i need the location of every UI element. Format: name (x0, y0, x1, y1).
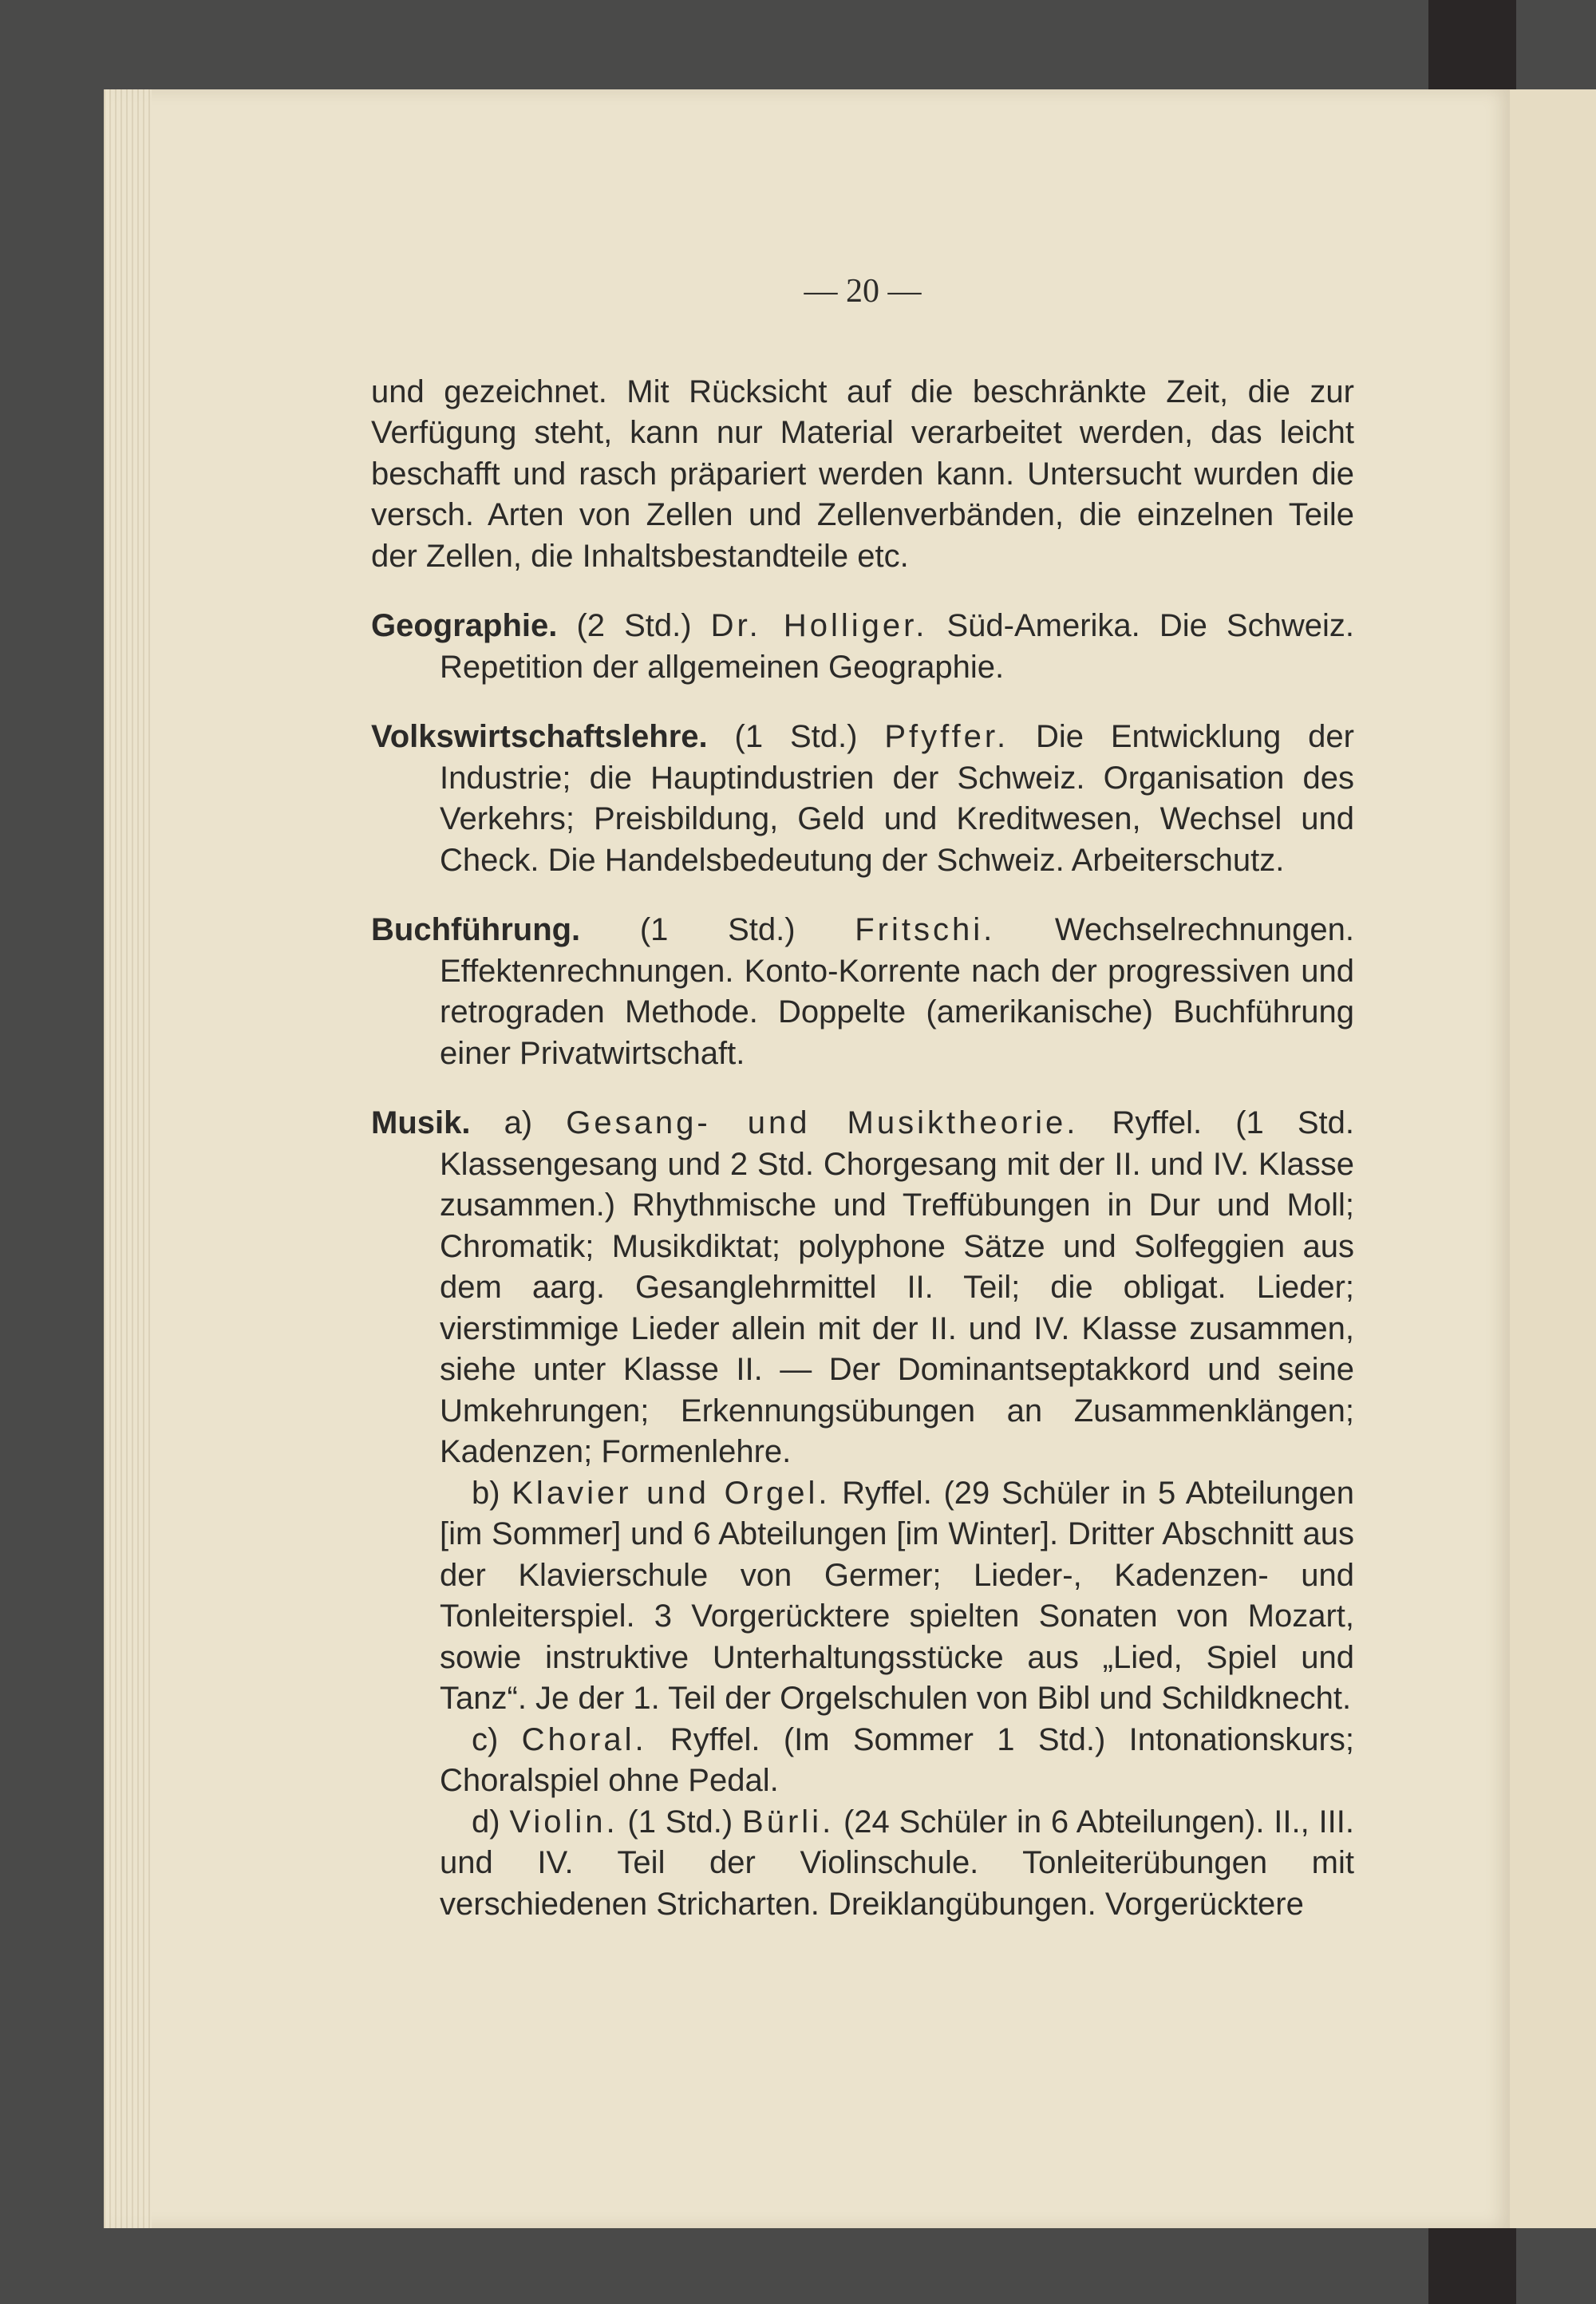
subsection-label: a) (504, 1105, 533, 1140)
subsection-body: (1 Std. Klassengesang und 2 Std. Chorgesang mit der II. und IV. Klasse zusammen.) Rhythmische und Treffübungen in Dur und Moll; Chromatik; Musikdiktat; polyphone Sätze und Solfeggien aus dem aarg. Gesanglehrmittel II. Teil; die obligat. Lieder; vierstimmige Lieder allein mit der II. und IV. Klasse zusammen, siehe unter Klasse II. — Der Dominantseptakkord und seine Umkehrungen; Erkennungsübungen an Zusammenklängen; Kadenzen; Formenlehre. (440, 1105, 1354, 1469)
section-body: Die Entwicklung der Industrie; die Hauptindustrien der Schweiz. Organisation des Verkehrs; Preisbildung, Geld und Kreditwesen, Wechsel und Check. Die Handelsbedeutung der Schweiz. Arbeiterschutz. (440, 719, 1354, 878)
subsection-body: (29 Schüler in 5 Abteilungen [im Sommer] und 6 Abteilungen [im Winter]. Dritter Abschnitt aus der Klavierschule von Germer; Lieder-, Kadenzen- und Tonleiterspiel. 3 Vorgerücktere spielten Sonaten von Mozart, sowie instruktive Unterhaltungsstücke aus „Lied, Spiel und Tanz“. Je der 1. Teil der Orgelschulen von Bibl und Schildknecht. (440, 1475, 1355, 1716)
section-hours: (1 Std.) (639, 912, 796, 947)
section-heading: Volkswirtschaftslehre. (371, 719, 708, 754)
subsection-title: Choral. (521, 1721, 647, 1757)
subsection-body: (24 Schüler in 6 Abteilungen). II., III. und IV. Teil der Violinschule. Tonleiterübungen mit verschiedenen Stricharten. Dreiklangübungen. Vorgerücktere (440, 1804, 1354, 1922)
section-hours: (1 Std.) (734, 719, 858, 754)
section-teacher: Pfyffer. (884, 719, 1009, 754)
subsection-label: c) (472, 1721, 499, 1757)
section-buchfuehrung (371, 910, 1354, 1074)
section-musik-d (371, 1802, 1354, 1926)
section-musik-a (371, 1103, 1354, 1473)
subsection-label: d) (472, 1804, 500, 1840)
section-heading: Geographie. (371, 608, 558, 643)
subsection-title: Violin. (509, 1804, 618, 1840)
section-teacher: Dr. Holliger. (710, 608, 928, 643)
section-musik-c (371, 1720, 1354, 1802)
intro-paragraph: und gezeichnet. Mit Rücksicht auf die beschränkte Zeit, die zur Verfügung steht, kann nur Material verarbeitet werden, das leicht beschafft und rasch präpariert werden kann. Untersucht wurden die versch. Arten von Zellen und Zellenverbänden, die einzelnen Teile der Zellen, die Inhaltsbestandteile etc. (371, 373, 1354, 574)
subsection-teacher: Ryffel. (1112, 1105, 1203, 1140)
section-hours: (2 Std.) (576, 608, 692, 643)
subsection-title: Gesang- und Musiktheorie. (566, 1105, 1079, 1140)
subsection-title: Klavier und Orgel. (512, 1475, 831, 1511)
page-number: — 20 — (804, 273, 922, 310)
section-musik-b (371, 1473, 1354, 1720)
subsection-label: b) (472, 1475, 500, 1511)
section-heading: Musik. (371, 1105, 471, 1140)
section-body: Wechselrechnungen. Effektenrechnungen. Konto-Korrente nach der progressiven und retrograden Methode. Doppelte (amerikanische) Buchführung einer Privatwirtschaft. (440, 912, 1354, 1071)
subsection-teacher: Ryffel. (670, 1721, 760, 1757)
page-text (371, 271, 1354, 1925)
facing-page-edge (1510, 89, 1596, 2228)
section-geographie (371, 606, 1354, 688)
subsection-teacher: Ryffel. (842, 1475, 932, 1511)
subsection-hours: (1 Std.) (627, 1804, 733, 1840)
section-heading: Buchführung. (371, 912, 581, 947)
section-teacher: Fritschi. (855, 912, 996, 947)
subsection-body: (Im Sommer 1 Std.) Intonationskurs; Choralspiel ohne Pedal. (440, 1721, 1354, 1798)
section-volkswirtschaftslehre (371, 717, 1354, 881)
page-stack-edges (104, 89, 152, 2228)
section-body: Süd-Amerika. Die Schweiz. Repetition der allgemeinen Geographie. (440, 608, 1354, 685)
subsection-teacher: Bürli. (742, 1804, 835, 1840)
